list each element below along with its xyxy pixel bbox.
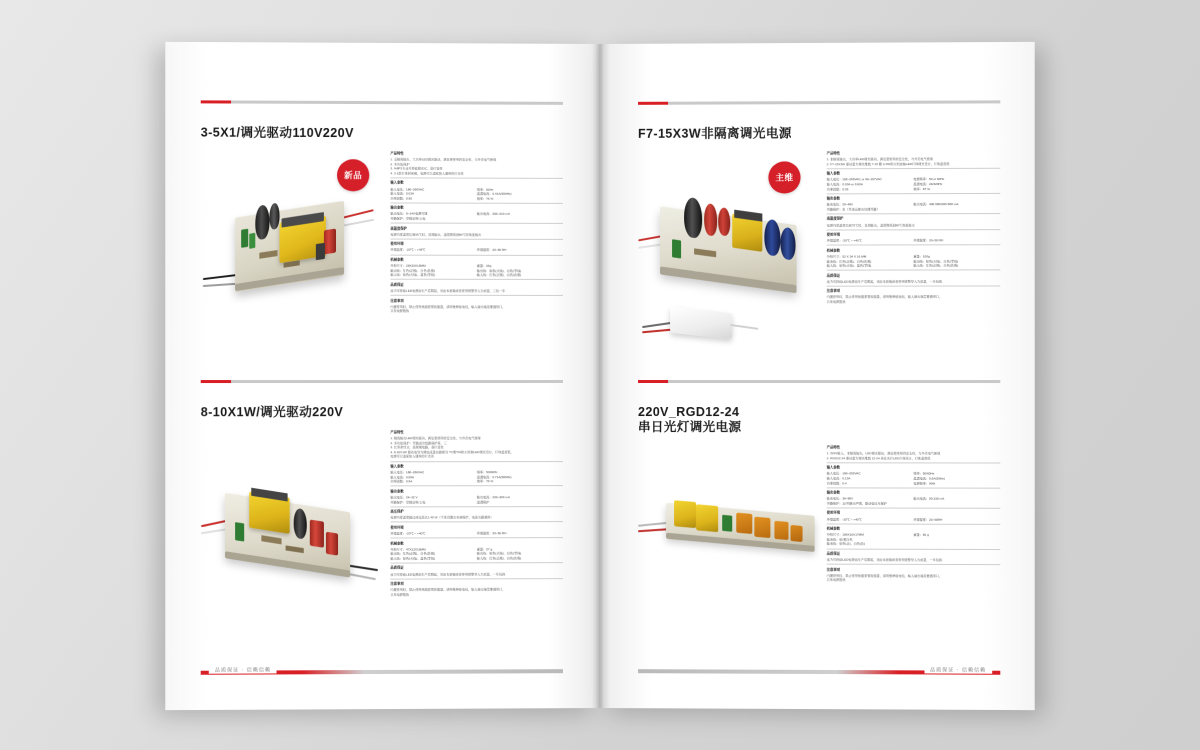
page-footer-left bbox=[201, 668, 563, 676]
spec-heading: 高温度保护 bbox=[826, 216, 844, 221]
spec-value: 环境湿度：20~50 RH bbox=[913, 238, 944, 243]
spec-key: 输出电压：24~32 V bbox=[390, 495, 418, 500]
capacitor-black-1 bbox=[684, 197, 702, 240]
spec-value: 温漂保护 bbox=[476, 499, 490, 504]
spec-value: 输出电流：220~300 mA bbox=[476, 495, 511, 500]
product-title bbox=[201, 405, 563, 420]
capacitor-red bbox=[324, 228, 336, 254]
spec-line: 3. 长寿命设计，高规模电路，高灯显性 bbox=[390, 445, 444, 450]
spec-heading: 使用环境 bbox=[390, 241, 404, 246]
capacitor-orange-4 bbox=[790, 525, 802, 542]
wire-red-inset bbox=[642, 329, 672, 334]
spec-heading: 输入参数 bbox=[826, 465, 840, 470]
spec-line: 2. RGD12-24 驱动量为调光维数 12-24 串自光灯LED灯珠设计，灯珠温度低 bbox=[826, 455, 931, 461]
spec-heading: 输出参数 bbox=[826, 490, 840, 495]
spec-line: 内置使用时，禁止使用热缩套管收缩量，请用维修接电包，输入端出端需要通用口， bbox=[826, 573, 943, 578]
spec-key: 环境温度：-20℃ ~ +40℃ bbox=[826, 517, 862, 522]
spec-key: 功率因数：0.9A bbox=[390, 479, 413, 484]
product-block-2 bbox=[201, 380, 563, 632]
spec-key: 外形尺寸：29X20X15MM bbox=[390, 263, 426, 268]
spec-key: 输出电压：20~49V bbox=[826, 202, 854, 207]
product-specs-1 bbox=[390, 151, 563, 318]
spec-value: 效率：87 % bbox=[913, 186, 930, 191]
spec-key: 输入电流：0.03A bbox=[390, 191, 415, 196]
capacitor-red-1 bbox=[704, 203, 717, 237]
spec-line: 内置使用时，禁止使用热缩套管收缩量，请用维修接电包，输入端出端需要通用口， bbox=[826, 295, 943, 300]
spec-key: 功率因数：0.4 bbox=[826, 480, 847, 485]
product-title bbox=[201, 126, 563, 142]
spec-heading: 产品特性 bbox=[826, 151, 840, 156]
spec-value bbox=[913, 542, 1000, 547]
spec-heading: 注意事项 bbox=[826, 289, 840, 294]
spec-heading: 机械参数 bbox=[826, 248, 840, 253]
wire-grey-inset bbox=[642, 322, 672, 328]
product-photo-4 bbox=[638, 451, 821, 632]
spec-value: 重量：27 g bbox=[476, 546, 493, 552]
spec-value: 电源频率：50 or 60Hz bbox=[913, 177, 945, 182]
section-rule bbox=[638, 100, 1000, 104]
spec-heading: 品质保证 bbox=[390, 282, 404, 287]
spec-heading: 使用环境 bbox=[390, 525, 404, 530]
spec-key: 功率因数：0.90 bbox=[390, 196, 413, 201]
spec-value: 输出线：棕色(火线)、白色(零线) bbox=[913, 258, 959, 263]
spec-key: 输出线：红色(正极)、白色(负极) bbox=[390, 268, 435, 273]
spec-value: 重量：25g bbox=[476, 263, 492, 268]
transformer-yellow-2 bbox=[696, 504, 718, 532]
spec-line: 内置使用时，禁止使用热缩套管收缩量，请用维修接电包，输入端出端需要通用口， bbox=[390, 587, 506, 592]
spec-line: 3. %8P2专业可控硅调光IC，高灯显性 bbox=[390, 166, 443, 171]
spec-line: 电源内部温度达到95℃时，其周输出，温度降低到80℃时恢复输出 bbox=[390, 232, 482, 237]
spec-heading: 产品特性 bbox=[390, 430, 404, 435]
spec-value: 频率：50Hz bbox=[476, 187, 494, 192]
spec-heading: 注意事项 bbox=[390, 298, 404, 303]
spec-heading: 高压保护 bbox=[390, 509, 404, 514]
product-title-line1: 220V_RGD12-24 bbox=[638, 405, 740, 420]
section-rule bbox=[201, 100, 563, 104]
product-title-line1: F7-15X3W非隔离调光电源 bbox=[638, 126, 792, 141]
spec-line: 1. 全隔离输出、大功率LED调光驱动，满足更使用的安全性，与外壳电气绝缘 bbox=[390, 157, 497, 162]
spec-value: 温漂电流：0.5A(50Hz) bbox=[913, 476, 945, 481]
spec-key: 功率因数：0.35 bbox=[826, 186, 849, 191]
product-badge-new: 新品 bbox=[337, 159, 369, 191]
spec-heading: 品质保证 bbox=[826, 551, 840, 556]
spec-key: 输入电流：0.30A or 0.60A bbox=[826, 182, 863, 187]
spec-key: 输入电流：0.09A bbox=[390, 475, 415, 480]
spec-value: 频率：50/60Hz bbox=[913, 471, 935, 476]
spec-key: 环境温度：-20℃ ~ +45℃ bbox=[390, 248, 426, 253]
capacitor-red-2 bbox=[718, 207, 730, 237]
product-specs-2 bbox=[390, 430, 563, 601]
footer-text: 品质保证 · 信赖信赖 bbox=[209, 666, 277, 673]
spec-line: 电源内部温度达到75℃时，其周输出，温度降低到80℃恢复输出 bbox=[826, 222, 915, 228]
spec-key: 外形尺寸：180X10X17MM bbox=[826, 532, 864, 537]
component-green-1 bbox=[241, 229, 248, 248]
spec-heading: 使用环境 bbox=[826, 510, 840, 515]
product-block-4 bbox=[638, 380, 1000, 647]
spec-line: 1. 隔离输出LED调光驱动，满足更使用的安全性，与外壳电气绝缘 bbox=[390, 436, 481, 441]
product-photo-1 bbox=[201, 157, 385, 338]
spec-heading: 高温度保护 bbox=[390, 226, 407, 231]
spec-value: 温漂电流：24/320Hz bbox=[913, 181, 943, 187]
spec-heading: 输出参数 bbox=[390, 489, 404, 494]
spec-line: 以免电源散热 bbox=[826, 578, 846, 583]
spec-heading: 输入参数 bbox=[390, 180, 404, 185]
spec-heading: 输出参数 bbox=[390, 205, 404, 210]
spec-line: 2. 多功能保护：开路返出短路保护等，三 bbox=[390, 440, 447, 445]
catalog-spread bbox=[168, 44, 1032, 708]
spec-heading: 输出参数 bbox=[826, 196, 840, 201]
spec-key: 外形尺寸：52 X 34 X 16 MM bbox=[826, 254, 867, 259]
product-specs-3 bbox=[827, 151, 1001, 309]
spec-key: 外形尺寸：47X22X16MM bbox=[390, 547, 426, 552]
spec-key: 开路保护：空载启用/上电 bbox=[390, 499, 426, 505]
spec-line: 成为可控硅LED电源由生产后期起，该由本装箱或者使用规整导入为质量，一年包换 bbox=[826, 279, 942, 284]
spec-value: 输出线：棕色(火线)、白色(零线) bbox=[476, 551, 522, 556]
spec-key: 输出线：棕色(正)、白色(负) bbox=[826, 541, 866, 547]
spec-line: 成为可控硅LED电源由生产后期起，该由本装箱或者使用规整导入为质量，一年包换 bbox=[390, 571, 506, 577]
spec-value: 频率：50/60Hz bbox=[476, 470, 498, 475]
footer-text: 品质保证 · 信赖信赖 bbox=[924, 666, 992, 673]
spec-key: 输出电压：36~80V bbox=[826, 496, 854, 501]
product-title-line1: 3-5X1/调光驱动110V220V bbox=[200, 125, 354, 141]
product-title-line1: 8-10X1W/调光驱动220V bbox=[200, 405, 344, 420]
transformer-yellow-1 bbox=[674, 500, 696, 528]
capacitor-red bbox=[310, 520, 324, 548]
spec-heading: 产品特性 bbox=[826, 445, 840, 450]
spec-line: 4. 3-1款灯珠回串模，电源可以适室装入通用的灯光亮 bbox=[390, 171, 464, 176]
catalog-page-right bbox=[600, 42, 1035, 710]
spec-value: 温漂电流：0.41A(500Hz) bbox=[476, 191, 512, 196]
spec-heading: 产品特性 bbox=[390, 151, 404, 156]
spec-value bbox=[913, 501, 1000, 506]
spec-line: 以免电源散热 bbox=[390, 309, 410, 314]
spec-line: 电源可以适室装入通用的灯光亮 bbox=[390, 454, 434, 459]
spec-heading: 输入参数 bbox=[390, 464, 404, 469]
component-green bbox=[672, 239, 681, 258]
component-green bbox=[235, 522, 244, 542]
spec-line: 1. 非隔离输出，大功率LED调光驱动，满足更使用的安全性，与外壳电气绝缘 bbox=[826, 157, 933, 162]
spec-value: 环境湿度：20~50 RH bbox=[476, 248, 507, 253]
spec-value: 输出电流：90-230 mA bbox=[913, 496, 945, 501]
spec-heading: 品质保证 bbox=[826, 273, 840, 278]
spec-line: 1. 220V输入，非隔离输出，LED调光驱动，满足更使用的安全性，与外壳电气绝缘 bbox=[826, 451, 941, 456]
spec-key: 输出电压：9~14V电源可调 bbox=[390, 211, 428, 217]
spec-key: 输入电压：165~265VAC or 90~167VAC bbox=[826, 177, 882, 182]
spec-value: 输出电流：400-580/300-580 mA bbox=[913, 202, 959, 207]
spec-key: 开路保护：正/开路出声调，驱动电压无保护 bbox=[826, 501, 887, 506]
spec-heading: 输入参数 bbox=[826, 171, 840, 176]
spec-key: 输入线：棕色(火线)、蓝色(零线) bbox=[826, 263, 872, 268]
spec-line: 内置使用时，禁止使用热缩套管收缩量，请用维修接电包，输入端出端需要通用口， bbox=[390, 304, 506, 309]
spec-heading: 使用环境 bbox=[826, 232, 840, 237]
section-rule bbox=[638, 380, 1000, 383]
product-title bbox=[638, 126, 1000, 142]
spec-key: 输入线：棕色(火线)、蓝色(零线) bbox=[390, 556, 435, 561]
component-green bbox=[722, 515, 732, 532]
spec-key: 开路保护：空载启用/上电 bbox=[390, 216, 426, 221]
spec-key: 输入电流：0.13A bbox=[826, 476, 851, 481]
capacitor-orange-3 bbox=[774, 521, 788, 540]
spec-line: 2. 多功能保护 bbox=[390, 162, 410, 167]
spec-value: 环境湿度：20~50RH bbox=[913, 517, 943, 522]
product-block-1 bbox=[201, 100, 563, 352]
spec-line: 以免电源散热 bbox=[826, 299, 846, 304]
capacitor-red-2 bbox=[326, 532, 338, 556]
spec-key: 输入电压：180~260VAC bbox=[390, 186, 425, 192]
spec-value bbox=[477, 217, 563, 222]
spec-line: 成为可控硅LED电源由生产后期起，该由本装箱或者使用规整导入为质量，一年包换 bbox=[826, 557, 942, 563]
product-block-3 bbox=[638, 100, 1000, 352]
spec-line: 以免电源散热 bbox=[390, 592, 410, 597]
spec-value: 重量：100g bbox=[913, 254, 930, 259]
spec-value: 重量：50 g bbox=[913, 532, 929, 538]
product-photo-3 bbox=[638, 157, 821, 338]
spec-heading: 品质保证 bbox=[390, 566, 404, 571]
spec-value: 效率：76 % bbox=[476, 196, 494, 201]
spec-value: 输出线：棕色(火线)、白色(零线) bbox=[476, 268, 522, 273]
spec-value: 环境湿度：20~50 RH bbox=[476, 531, 507, 536]
product-specs-4 bbox=[827, 445, 1001, 587]
spec-value: 效率：76 % bbox=[476, 479, 494, 484]
wire-white-inset bbox=[730, 324, 758, 330]
spec-key: 输入电压：180~265VAC bbox=[826, 471, 861, 476]
spec-heading: 机械参数 bbox=[390, 541, 404, 546]
component-green-2 bbox=[249, 233, 255, 249]
spec-line: 2. F7-15X3W 驱动量为调光维数 7-15 颗 2-3W防火机能输LED灯珠调光设计，灯珠温度低 bbox=[826, 161, 950, 166]
enclosure-white bbox=[670, 307, 732, 340]
spec-value: 温漂电流：0.71A(500Hz) bbox=[476, 474, 512, 479]
spec-key: 输出线：红色(正极)、白色(负极) bbox=[390, 551, 435, 556]
capacitor-orange-2 bbox=[754, 517, 770, 538]
spec-key: 开路保护：负（开逆运算出处理开路） bbox=[826, 207, 880, 212]
product-photo-2 bbox=[201, 436, 385, 617]
spec-key: 输出线：棕/黄白色 bbox=[826, 537, 853, 542]
spec-value: 输出电流：260~310 mA bbox=[476, 212, 511, 217]
page-footer-right bbox=[638, 668, 1000, 676]
spec-heading: 机械参数 bbox=[826, 526, 840, 531]
spec-value: 输入线：红色(正极)、白色(负极) bbox=[476, 273, 522, 278]
component-dark bbox=[316, 243, 325, 260]
spec-key: 环境温度：-20℃ ~ +40℃ bbox=[826, 238, 862, 243]
spec-heading: 机械参数 bbox=[390, 257, 404, 262]
product-badge-main: 主维 bbox=[768, 161, 800, 193]
capacitor-orange-1 bbox=[736, 513, 752, 534]
spec-key: 输入线：棕色(火线)、蓝色(零线) bbox=[390, 272, 435, 278]
spec-heading: 注意事项 bbox=[826, 567, 840, 572]
product-title-line2: 串日光灯调光电源 bbox=[638, 420, 742, 435]
spec-key: 输出线：红色(正极)、白色(负极) bbox=[826, 259, 872, 264]
spec-key: 环境温度：-20℃ ~ +40℃ bbox=[390, 531, 426, 536]
section-rule bbox=[201, 380, 563, 383]
spec-line: 4. 8-10X1W 驱动电导为调电流量台路相当 TC维TW防火机制LED调光设计，灯珠温度低， bbox=[390, 449, 514, 455]
spec-value: 输入线：红色(正极)、白色(负极) bbox=[913, 263, 959, 268]
spec-value bbox=[913, 207, 1000, 212]
spec-key: 输入电压：180~260VAC bbox=[390, 470, 425, 475]
spec-value: 电源效率：90% bbox=[913, 481, 936, 486]
spec-heading: 注意事项 bbox=[390, 581, 404, 586]
product-title bbox=[638, 405, 1000, 435]
catalog-page-left bbox=[165, 42, 600, 710]
spec-value: 输入线：红色(正极)、白色(负极) bbox=[476, 556, 522, 561]
spec-line: 成为可控硅LED电源由生产后期起，该由本装箱或者使用规整导入为质量，三包一年 bbox=[390, 288, 506, 293]
spec-line: 电源内部温度超过或过高达1.40 W（不是设置出来减保护，电流出路通用） bbox=[390, 515, 494, 520]
